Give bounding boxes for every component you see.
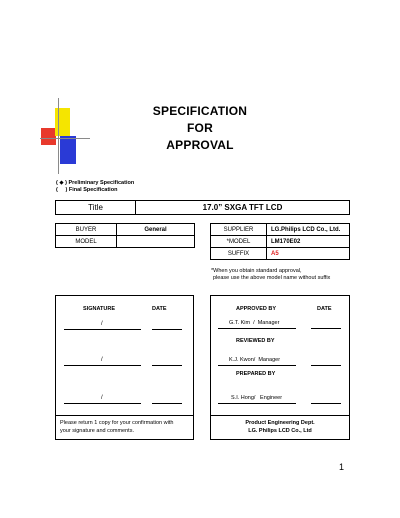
buyer-footer-divider <box>56 415 193 416</box>
reviewer-date-line <box>311 365 341 366</box>
supplier-model-value: LM170E02 <box>266 235 350 248</box>
supplier-footer-line1: Product Engineering Dept. <box>245 420 315 426</box>
buyer-label: BUYER <box>55 223 117 236</box>
reviewer-name: K.J. Kwon/ Manager <box>229 357 281 363</box>
title-row <box>55 200 350 215</box>
note-line2: please use the above model name without suffix <box>213 275 331 281</box>
title-label: Title <box>88 203 103 212</box>
signature-slash-3: / <box>101 395 103 401</box>
signature-slash-2: / <box>101 357 103 363</box>
preparer-line <box>218 403 296 404</box>
buyer-date-header: DATE <box>152 306 167 312</box>
preliminary-spec-label: ( ◆ ) Preliminary Specification <box>56 180 135 186</box>
reviewed-by-header: REVIEWED BY <box>236 338 275 344</box>
supplier-suffix-value: A5 <box>266 247 350 260</box>
heading-for: FOR <box>187 121 213 135</box>
date-line-3 <box>152 403 182 404</box>
approver-name: G.T. Kim / Manager <box>229 320 280 326</box>
preparer-name: S.I. Hong/ Engineer <box>231 395 283 401</box>
supplier-date-header: DATE <box>317 306 332 312</box>
buyer-model-value <box>116 235 195 248</box>
heading-approval: APPROVAL <box>166 138 234 152</box>
date-line-1 <box>152 329 182 330</box>
supplier-model-label: *MODEL <box>210 235 267 248</box>
supplier-label: SUPPLIER <box>210 223 267 236</box>
approver-line <box>218 328 296 329</box>
signature-slash-1: / <box>101 321 103 327</box>
preparer-date-line <box>311 403 341 404</box>
signature-line-2 <box>64 365 141 366</box>
signature-line-3 <box>64 403 141 404</box>
approver-date-line <box>311 328 341 329</box>
date-line-2 <box>152 365 182 366</box>
title-value: 17.0” SXGA TFT LCD <box>202 203 283 212</box>
heading-specification: SPECIFICATION <box>152 104 248 118</box>
supplier-footer-divider <box>211 415 349 416</box>
signature-line-1 <box>64 329 141 330</box>
final-spec-label: ( ) Final Specification <box>56 187 118 193</box>
approved-by-header: APPROVED BY <box>236 306 277 312</box>
buyer-footer-line1: Please return 1 copy for your confirmation with <box>60 420 174 426</box>
buyer-footer-line2: your signature and comments. <box>60 428 134 434</box>
buyer-value: General <box>116 223 195 236</box>
page-number: 1 <box>339 462 345 472</box>
buyer-model-label: MODEL <box>55 235 117 248</box>
supplier-suffix-label: SUFFIX <box>210 247 267 260</box>
buyer-signature-box <box>55 295 194 440</box>
reviewer-line <box>218 365 296 366</box>
signature-header: SIGNATURE <box>83 306 115 312</box>
prepared-by-header: PREPARED BY <box>236 371 276 377</box>
supplier-value: LG.Philips LCD Co., Ltd. <box>266 223 350 236</box>
note-line1: *When you obtain standard approval, <box>211 268 302 274</box>
supplier-footer-line2: LG. Philips LCD Co., Ltd <box>248 428 312 434</box>
supplier-signature-box <box>210 295 350 440</box>
